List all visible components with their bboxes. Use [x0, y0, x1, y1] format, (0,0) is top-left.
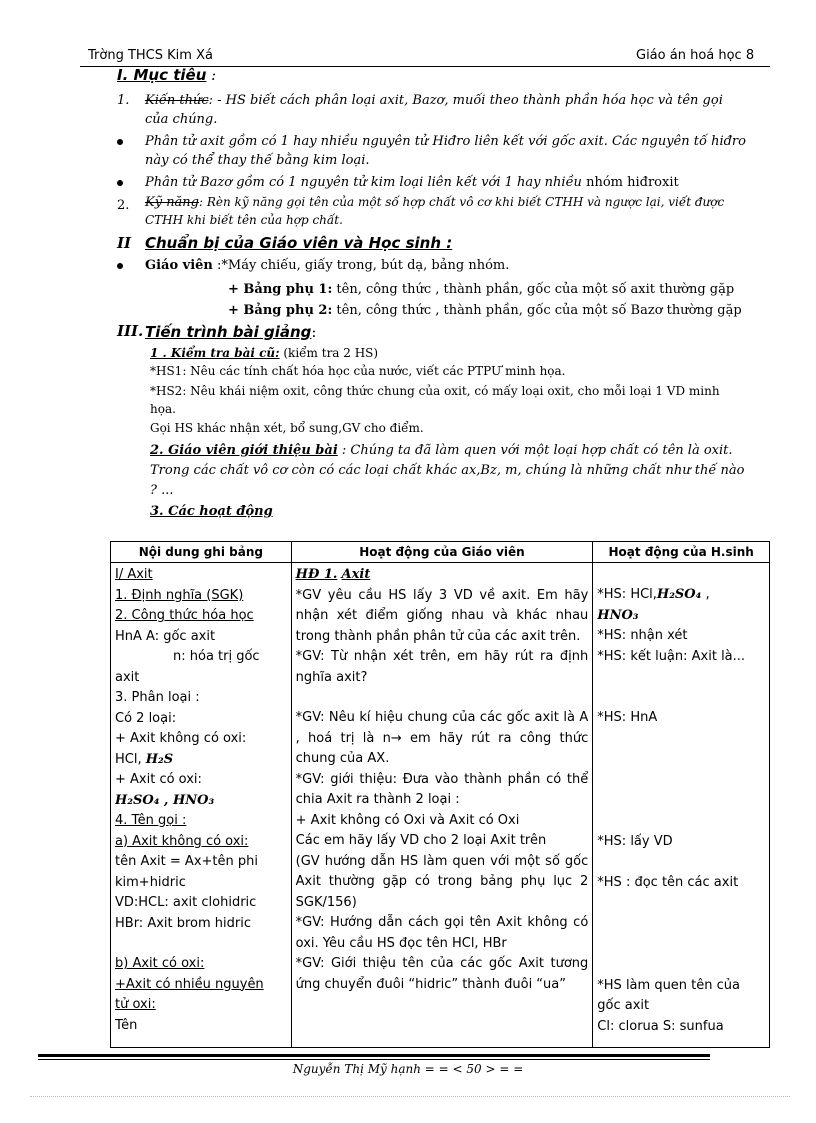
bullet-dot: [117, 263, 123, 269]
hs1-question: *HS1: Nêu các tính chất hóa học của nước, viết các PTPƯ minh họa.: [150, 364, 566, 378]
list-item: tử oxi:: [115, 997, 156, 1012]
list-item: + Axit không có Oxi và Axit có Oxi: [295, 812, 520, 828]
board-1: + Bảng phụ 1: tên, công thức , thành phần, gốc của một số axit thường gặp: [228, 282, 735, 297]
hs2-question-l1: *HS2: Nêu khái niệm oxit, công thức chung của oxit, có mấy loại oxit, cho mỗi loại 1 VD minh: [150, 384, 720, 398]
list-item: *GV: Giới thiệu tên của các gốc Axit tương ứng chuyển đuôi “hidric” thành đuôi “ua”: [295, 956, 589, 992]
teacher-prep: Giáo viên :*Máy chiếu, giấy trong, bút dạ, bảng nhóm.: [145, 258, 510, 273]
list-item: + Axit có oxi:: [115, 772, 202, 787]
section3-num: III.: [117, 322, 144, 340]
objective-knowledge: Kiến thức: - HS biết cách phân loại axit, Bazơ, muối theo thành phần hóa học và tên gọi: [145, 93, 723, 108]
list-item: Cl: clorua S: sunfua: [597, 1018, 724, 1034]
header-subject: Giáo án hoá học 8: [636, 48, 755, 63]
old-lesson-check: 1 . Kiểm tra bài cũ: (kiểm tra 2 HS): [150, 346, 379, 360]
list-item: Các em hãy lấy VD cho 2 loại Axit trên: [295, 833, 547, 848]
spacer: [597, 729, 765, 832]
spacer: [597, 565, 765, 585]
list-item: HNO₃: [597, 607, 639, 623]
objective-knowledge-cont: của chúng.: [145, 112, 218, 127]
list-item: *HS: nhận xét: [597, 628, 688, 643]
bullet-axit-l2: này có thể thay thế bằng kim loại.: [145, 153, 370, 168]
list-item: I/ Axit: [115, 567, 153, 582]
peer-review: Gọi HS khác nhận xét, bổ sung,GV cho điểm.: [150, 421, 424, 435]
list-item: H₂SO₄ , HNO₃: [115, 792, 215, 808]
board-content-cell: [111, 563, 292, 1048]
list-item: 1. Định nghĩa (SGK): [115, 587, 244, 603]
list-item: *HS: HnA: [597, 710, 658, 725]
intro-lesson-l2: Trong các chất vô cơ còn có các loại chất khác ax,Bz, m, chúng là những chất như thế nào: [150, 463, 745, 478]
header-board-content: Nội dung ghi bảng: [111, 542, 292, 563]
bullet-dot: [117, 180, 123, 186]
list-item: *GV: Hướng dẫn cách gọi tên Axit không có oxi. Yêu cầu HS đọc tên HCl, HBr: [295, 915, 589, 951]
table-header-row: [111, 542, 770, 563]
activity-heading: HĐ 1. Axit: [295, 567, 371, 582]
spacer: [597, 894, 765, 976]
intro-lesson-l3: ? ...: [150, 483, 174, 498]
footer-text: Nguyễn Thị Mỹ hạnh = = < 50 > = =: [292, 1062, 524, 1076]
list-item: a) Axit không có oxi:: [115, 833, 249, 849]
list-item: 2. Công thức hóa học: [115, 608, 254, 623]
list-item: axit: [115, 669, 140, 685]
list-item: *HS: lấy VD: [597, 833, 673, 849]
list-item: (GV hướng dẫn HS làm quen với một số gốc Axit thường gặp có trong bảng phụ lục 2 SGK/156): [295, 853, 589, 910]
spacer: [296, 688, 589, 708]
objective-2-num: 2.: [117, 198, 130, 213]
list-item: kim+hidric: [115, 874, 186, 890]
list-item: *GV yêu cầu HS lấy 3 VD về axit. Em hãy nhận xét điểm giống nhau và khác nhau trong thành phần phân tử của các axit trên.: [295, 587, 589, 644]
table-row: [111, 563, 770, 1048]
spacer: [115, 934, 287, 954]
list-item: HBr: Axit brom hidric: [115, 915, 252, 931]
bullet-dot: [117, 139, 123, 145]
hs2-question-l2: họa.: [150, 402, 176, 416]
list-item: + Axit không có oxi:: [115, 731, 247, 746]
list-item: n: hóa trị gốc: [173, 649, 260, 664]
objective-1-num: 1.: [117, 93, 130, 108]
list-item: b) Axit có oxi:: [115, 956, 205, 971]
list-item: *GV: Từ nhận xét trên, em hãy rút ra định nghĩa axit?: [295, 649, 589, 685]
list-item: HCl, H₂S: [115, 751, 174, 767]
section2-num: II: [117, 234, 132, 252]
board-2: + Bảng phụ 2: tên, công thức , thành phần, gốc của một số Bazơ thường gặp: [228, 303, 742, 318]
list-item: *GV: giới thiệu: Đưa vào thành phần có thể chia Axit ra thành 2 loại :: [295, 771, 589, 807]
list-item: *HS : đọc tên các axit: [597, 875, 739, 890]
header-teacher-activity: Hoạt động của Giáo viên: [291, 542, 593, 563]
list-item: *HS: kết luận: Axit là...: [597, 648, 746, 664]
intro-lesson-l1: 2. Giáo viên giới thiệu bài : Chúng ta đã làm quen với một loại hợp chất có tên là oxit.: [150, 443, 733, 458]
list-item: HnA A: gốc axit: [115, 628, 216, 644]
section3-title: Tiến trình bài giảng:: [145, 323, 317, 341]
header-school: Trờng THCS Kim Xá: [88, 48, 213, 63]
section1-heading: I. Mục tiêu :: [117, 66, 217, 84]
lesson-table: [110, 541, 770, 1048]
list-item: *HS làm quen tên của gốc axit: [597, 977, 740, 1013]
objective-skill-cont: CTHH khi biết tên của hợp chất.: [145, 213, 343, 227]
objective-skill: Kỹ năng: Rèn kỹ năng gọi tên của một số hợp chất vô cơ khi biết CTHH và ngược lại, viết được: [145, 195, 725, 210]
list-item: tên Axit = Ax+tên phi: [115, 854, 258, 869]
list-item: +Axit có nhiều nguyên: [115, 976, 264, 992]
list-item: Có 2 loại:: [115, 710, 177, 726]
bullet-axit-l1: Phân tử axit gồm có 1 hay nhiều nguyên tử Hiđro liên kết với gốc axit. Các nguyên tố hiđro: [145, 134, 746, 149]
list-item: 3. Phân loại :: [115, 690, 200, 705]
list-item: VD:HCL: axit clohidric: [115, 895, 257, 910]
teacher-activity-cell: [291, 563, 593, 1048]
section2-title: Chuẩn bị của Giáo viên và Học sinh :: [145, 234, 453, 252]
spacer: [597, 852, 765, 873]
page-edge: [30, 1096, 790, 1097]
spacer: [597, 667, 765, 708]
list-item: *HS: HCl,H₂SO₄ ,: [597, 587, 710, 602]
list-item: Tên: [115, 1017, 138, 1033]
header-student-activity: Hoạt động của H.sinh: [593, 542, 770, 563]
footer-rule-thin: [38, 1059, 710, 1060]
list-item: *GV: Nêu kí hiệu chung của các gốc axit là A , hoá trị là n→ em hãy rút ra công thức chung của AX.: [295, 710, 589, 766]
footer-rule-thick: [38, 1054, 710, 1057]
activities-heading: 3. Các hoạt động: [150, 504, 273, 519]
list-item: 4. Tên gọi :: [115, 813, 187, 828]
bullet-bazo: Phân tử Bazơ gồm có 1 nguyên tử kim loại liên kết với 1 hay nhiều nhóm hiđroxit: [145, 175, 679, 190]
student-activity-cell: [593, 563, 770, 1048]
